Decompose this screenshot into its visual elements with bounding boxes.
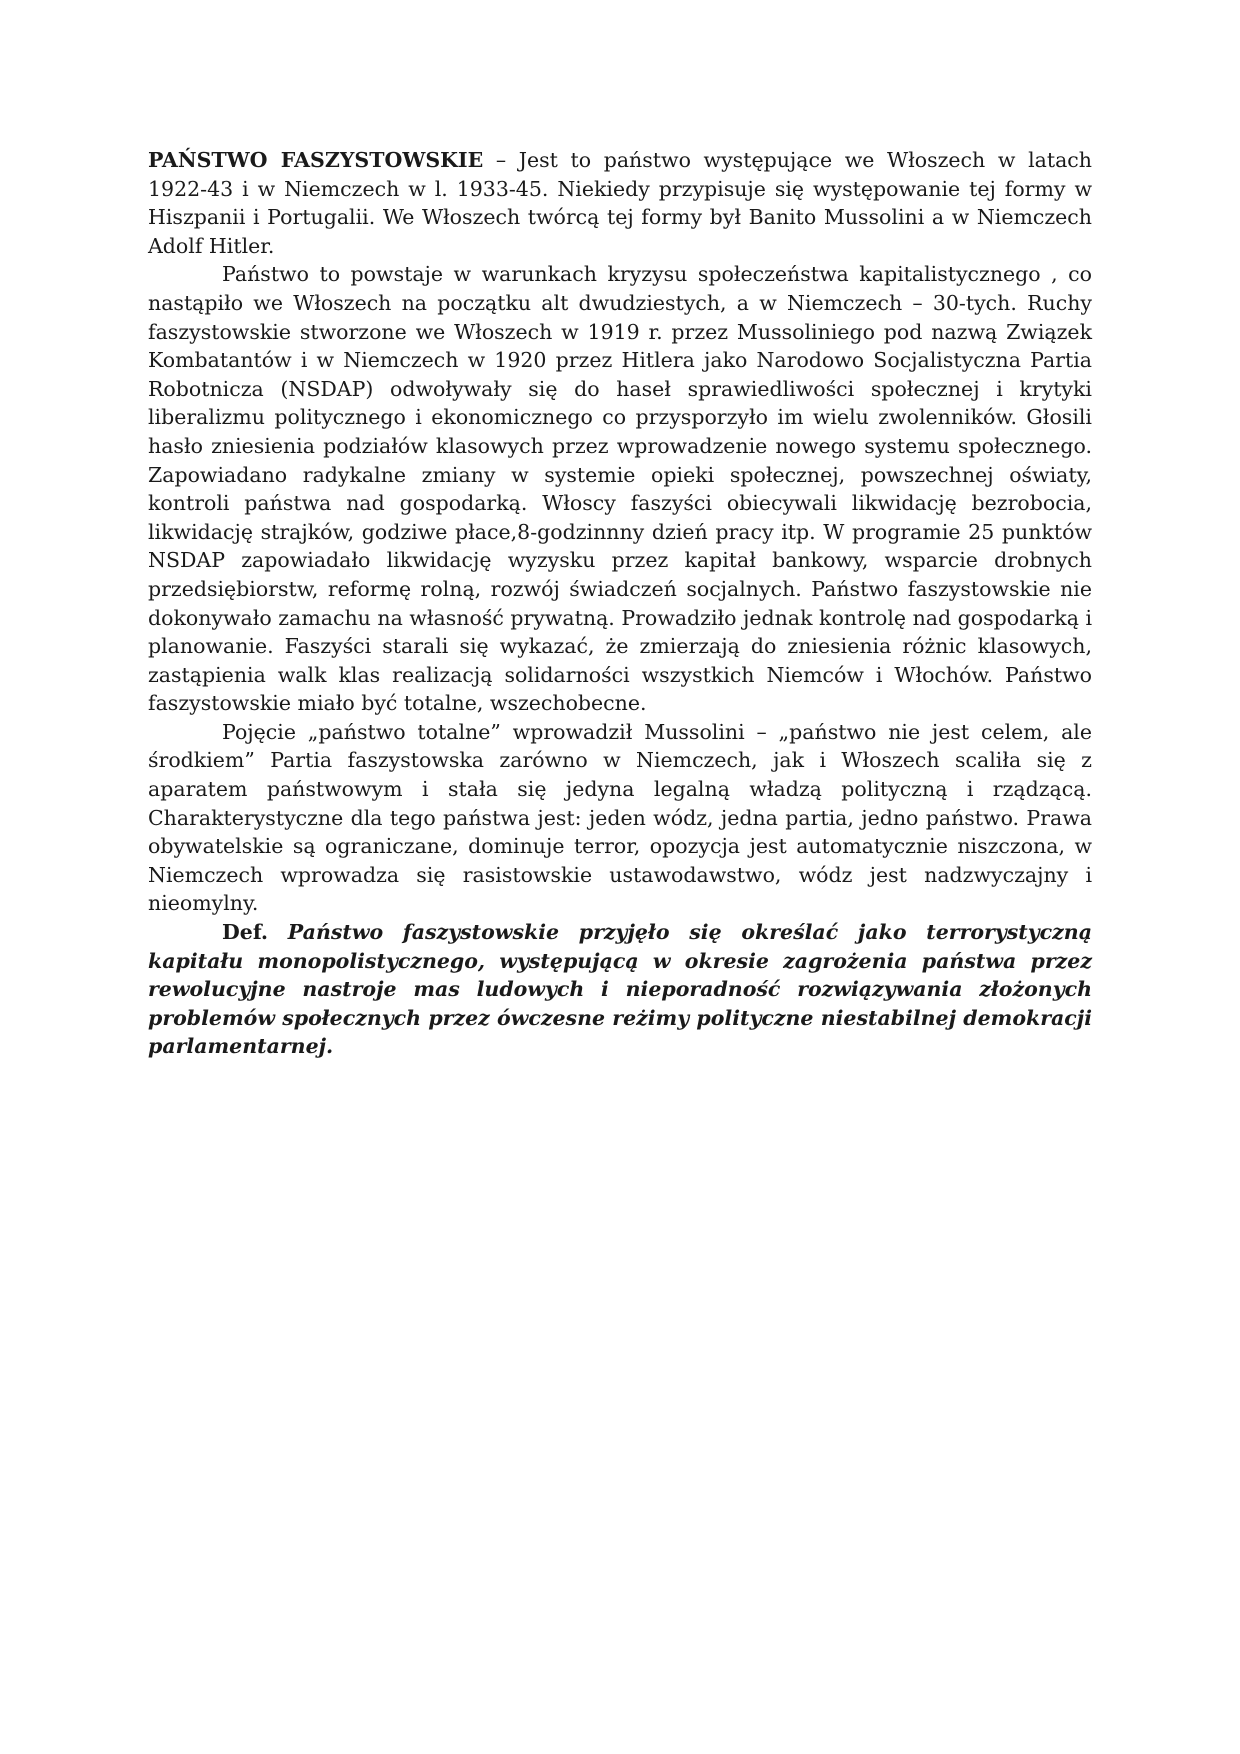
- paragraph-total-state: Pojęcie „państwo totalne” wprowadził Mussolini – „państwo nie jest celem, ale środkiem” Partia faszystowska zarówno w Niemczech, jak i Włoszech scaliła się z aparatem państwowym i stała się jedyna legalną władzą polityczną i rządzącą. Charakterystyczne dla tego państwa jest: jeden wódz, jedna partia, jedno państwo. Prawa obywatelskie są ograniczane, dominuje terror, opozycja jest automatycznie niszczona, w Niemczech wprowadza się rasistowskie ustawodawstwo, wódz jest nadzwyczajny i nieomylny.: [148, 719, 1092, 916]
- definition-text: Państwo faszystowskie przyjęło się określać jako terrorystyczną kapitału monopolistycznego, występującą w okresie zagrożenia państwa przez rewolucyjne nastroje mas ludowych i nieporadność rozwiązywania złożonych problemów społecznych przez ówczesne reżimy polityczne niestabilnej demokracji parlamentarnej.: [148, 920, 1092, 1059]
- document-page: [148, 146, 1092, 1061]
- definition-label: Def.: [222, 920, 269, 945]
- intro-text: – Jest to państwo występujące we Włoszech w latach 1922-43 i w Niemczech w l. 1933-45. Niekiedy przypisuje się występowanie tej formy w Hiszpanii i Portugalii. We Włoszech twórcą tej formy był Banito Mussolini a w Niemczech Adolf Hitler.: [148, 148, 1092, 258]
- paragraph-origins: Państwo to powstaje w warunkach kryzysu społeczeństwa kapitalistycznego , co nastąpiło we Włoszech na początku alt dwudziestych, a w Niemczech – 30-tych. Ruchy faszystowskie stworzone we Włoszech w 1919 r. przez Mussoliniego pod nazwą Związek Kombatantów i w Niemczech w 1920 przez Hitlera jako Narodowo Socjalistyczna Partia Robotnicza (NSDAP) odwoływały się do haseł sprawiedliwości społecznej i krytyki liberalizmu politycznego i ekonomicznego co przysporzyło im wielu zwolenników. Głosili hasło zniesienia podziałów klasowych przez wprowadzenie nowego systemu społecznego. Zapowiadano radykalne zmiany w systemie opieki społecznej, powszechnej oświaty, kontroli państwa nad gospodarką. Włoscy faszyści obiecywali likwidację bezrobocia, likwidację strajków, godziwe płace,8-godzinnny dzień pracy itp. W programie 25 punktów NSDAP zapowiadało likwidację wyzysku przez kapitał bankowy, wsparcie drobnych przedsiębiorstw, reformę rolną, rozwój świadczeń socjalnych. Państwo faszystowskie nie dokonywało zamachu na własność prywatną. Prowadziło jednak kontrolę nad gospodarką i planowanie. Faszyści starali się wykazać, że zmierzają do zniesienia różnic klasowych, zastąpienia walk klas realizacją solidarności wszystkich Niemców i Włochów. Państwo faszystowskie miało być totalne, wszechobecne.: [148, 262, 1092, 716]
- document-heading: PAŃSTWO FASZYSTOWSKIE: [148, 148, 484, 172]
- paragraph-definition: [148, 918, 1092, 1061]
- paragraph-intro: [148, 146, 1092, 260]
